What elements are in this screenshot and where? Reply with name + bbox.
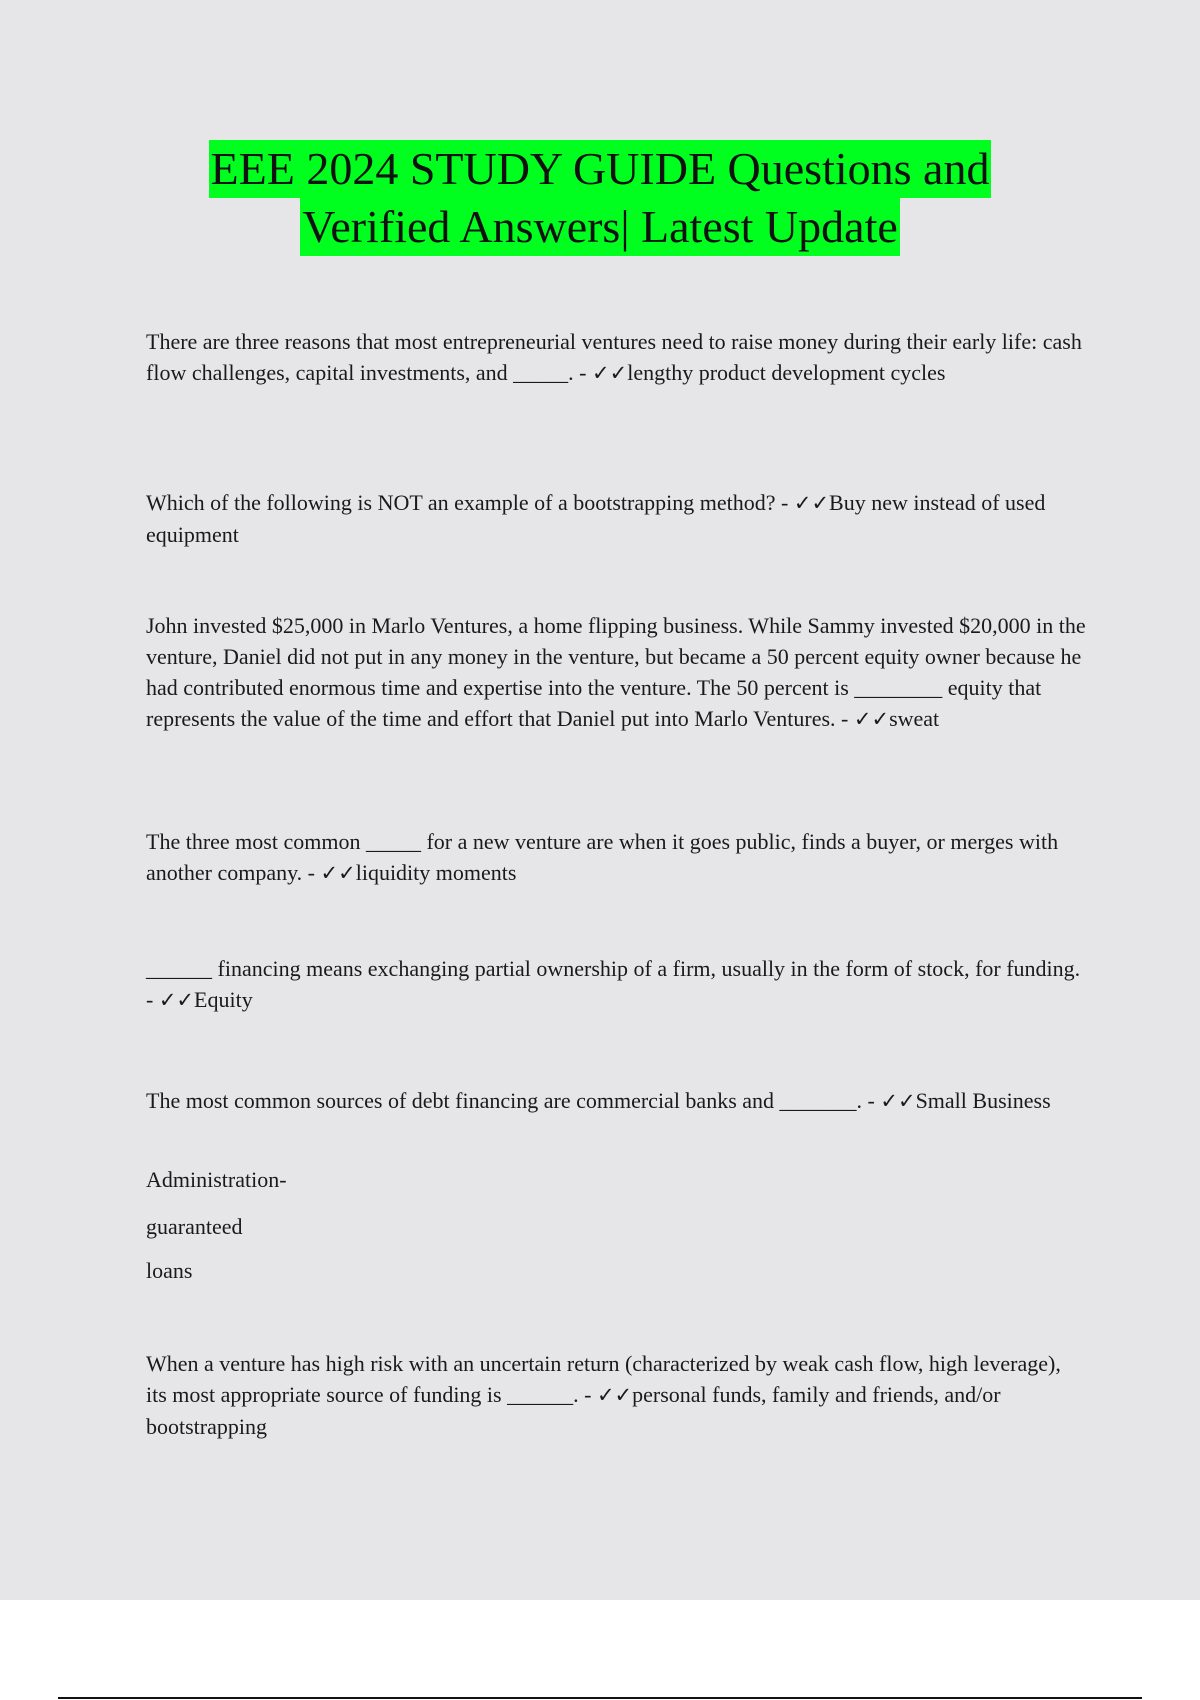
answer-continuation-line: loans: [146, 1258, 193, 1283]
double-check-icon: ✓✓: [853, 707, 890, 731]
double-check-icon: ✓✓: [320, 861, 356, 885]
page-divider-line: [58, 1697, 1142, 1699]
double-check-icon: ✓✓: [793, 491, 830, 515]
title-line-1: EEE 2024 STUDY GUIDE Questions and: [209, 140, 992, 198]
question-text: When a venture has high risk with an uncertain return (characterized by weak cash flow, high leverage), its most appropriate source of funding is ______. -: [146, 1351, 1061, 1407]
answer-text: liquidity moments: [355, 860, 517, 885]
answer-continuation-line: guaranteed: [146, 1214, 243, 1239]
double-check-icon: ✓✓: [880, 1089, 916, 1113]
question-4: [146, 826, 1086, 889]
question-5: [146, 953, 1086, 1016]
document-title: [0, 140, 1200, 256]
answer-text: Equity: [194, 987, 253, 1012]
title-line-2: Verified Answers| Latest Update: [300, 198, 900, 256]
question-text: Which of the following is NOT an example of a bootstrapping method? -: [146, 490, 794, 515]
answer-text: personal funds, family and friends, and/or bootstrapping: [146, 1382, 1001, 1439]
answer-continuation-line: Administration-: [146, 1167, 287, 1192]
answer-text: lengthy product development cycles: [627, 360, 946, 385]
question-text: There are three reasons that most entrepreneurial ventures need to raise money during their early life: cash flow challenges, capital investments, and _____. -: [146, 329, 1082, 385]
answer-text: Buy new instead of used equipment: [146, 490, 1046, 547]
question-6: [146, 1085, 1086, 1117]
double-check-icon: ✓✓: [596, 1383, 633, 1407]
question-text: The three most common _____ for a new venture are when it goes public, finds a buyer, or merges with another company. -: [146, 829, 1059, 885]
question-2: [146, 487, 1086, 550]
double-check-icon: ✓✓: [158, 988, 195, 1012]
answer-text: sweat: [889, 706, 940, 731]
answer-text: Small Business: [915, 1088, 1051, 1113]
double-check-icon: ✓✓: [592, 361, 628, 385]
question-text: The most common sources of debt financing are commercial banks and _______. -: [146, 1088, 881, 1113]
question-text: ______ financing means exchanging partial ownership of a firm, usually in the form of stock, for funding. -: [146, 956, 1081, 1012]
question-7: [146, 1348, 1086, 1442]
question-text: John invested $25,000 in Marlo Ventures, a home flipping business. While Sammy invested $20,000 in the venture, Daniel did not put in any money in the venture, but became a 50 percent equity owner because he had contributed enormous time and expertise into the venture. The 50 percent is ________ equity that represents the value of the time and effort that Daniel put into Marlo Ventures. -: [146, 613, 1086, 731]
question-3: [146, 610, 1086, 735]
question-1: [146, 326, 1086, 389]
